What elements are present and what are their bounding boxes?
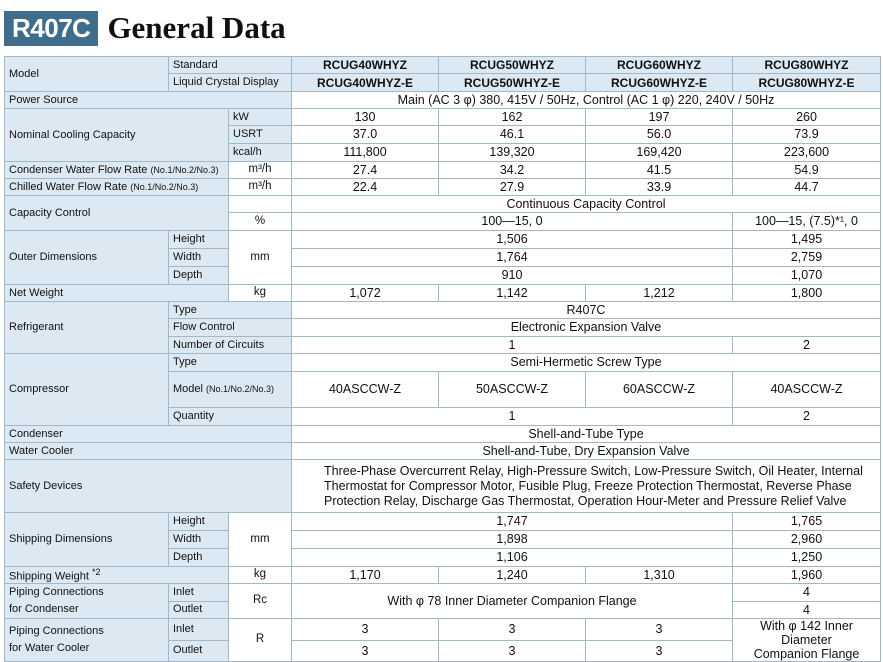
- value-cell: 1,747: [292, 513, 733, 531]
- row-label: Refrigerant: [5, 302, 169, 354]
- row-label: Water Cooler: [5, 443, 292, 460]
- value-cell: 33.9: [586, 179, 733, 196]
- value-cell: 223,600: [733, 144, 881, 162]
- unit-label: USRT: [229, 126, 292, 144]
- row-label: [5, 619, 169, 662]
- value-cell: 1,250: [733, 549, 881, 567]
- row-label-text: Chilled Water Flow Rate: [9, 180, 128, 193]
- row-label-note: (No.1/No.2/No.3): [150, 164, 219, 175]
- value-cell: 40ASCCW-Z: [733, 372, 881, 408]
- page-title: General Data: [107, 10, 286, 45]
- row-label: Power Source: [5, 92, 292, 109]
- sub-label: Number of Circuits: [169, 337, 292, 354]
- row-label: Nominal Cooling Capacity: [5, 109, 229, 162]
- capacity-control-row: [5, 196, 881, 213]
- value-cell: 1,765: [733, 513, 881, 531]
- value-cell: 1,800: [733, 285, 881, 302]
- value-cell: 1,170: [292, 567, 439, 584]
- unit-label: R: [229, 619, 292, 662]
- sub-label: Depth: [169, 549, 229, 567]
- unit-label: %: [229, 213, 292, 231]
- row-label-text: for Condenser: [9, 603, 79, 615]
- model-header: RCUG80WHYZ-E: [733, 74, 881, 92]
- sub-label: Width: [169, 531, 229, 549]
- sub-label: Quantity: [169, 408, 292, 426]
- sub-label: Height: [169, 231, 229, 249]
- shipping-weight-row: [5, 567, 881, 584]
- value-cell: 1,506: [292, 231, 733, 249]
- blank-cell: [229, 196, 292, 213]
- value-cell: 910: [292, 267, 733, 285]
- row-label: Condenser: [5, 426, 292, 443]
- condenser-value: Shell-and-Tube Type: [292, 426, 881, 443]
- row-label: Capacity Control: [5, 196, 229, 231]
- water-cooler-value: Shell-and-Tube, Dry Expansion Valve: [292, 443, 881, 460]
- value-cell: 56.0: [586, 126, 733, 144]
- row-label-text: for Water Cooler: [9, 642, 90, 654]
- value-cell: 1,106: [292, 549, 733, 567]
- value-cell: 2,960: [733, 531, 881, 549]
- value-cell: 197: [586, 109, 733, 126]
- value-cell: 3: [292, 640, 439, 662]
- model-header: RCUG80WHYZ: [733, 57, 881, 74]
- value-cell: 2: [733, 408, 881, 426]
- unit-label: kW: [229, 109, 292, 126]
- value-cell: 3: [439, 640, 586, 662]
- value-cell: 3: [292, 619, 439, 641]
- value-cell: 1,212: [586, 285, 733, 302]
- value-cell: 27.9: [439, 179, 586, 196]
- value-cell: 37.0: [292, 126, 439, 144]
- value-cell: 100—15, (7.5)*¹, 0: [733, 213, 881, 231]
- model-standard-row: [5, 57, 881, 74]
- value-cell: 1: [292, 408, 733, 426]
- sub-label: [169, 372, 292, 408]
- row-label: Net Weight: [5, 285, 229, 302]
- flange-text: Companion Flange: [753, 647, 860, 661]
- net-weight-row: [5, 285, 881, 302]
- outer-dimensions-row: [5, 231, 881, 249]
- unit-label: mm: [229, 231, 292, 285]
- value-cell: 40ASCCW-Z: [292, 372, 439, 408]
- row-label-text: Piping Connections: [9, 586, 104, 598]
- unit-label: m³/h: [229, 162, 292, 179]
- row-label: [5, 567, 229, 584]
- value-cell: 60ASCCW-Z: [586, 372, 733, 408]
- value-cell: 111,800: [292, 144, 439, 162]
- shipping-dimensions-row: [5, 513, 881, 531]
- refrigerant-badge: R407C: [4, 11, 98, 46]
- row-label: [5, 179, 229, 196]
- lcd-label: Liquid Crystal Display: [169, 74, 292, 92]
- value-cell: 1,960: [733, 567, 881, 584]
- unit-label: m³/h: [229, 179, 292, 196]
- row-label: Outer Dimensions: [5, 231, 169, 285]
- value-cell: 139,320: [439, 144, 586, 162]
- value-cell: 260: [733, 109, 881, 126]
- value-cell: 27.4: [292, 162, 439, 179]
- sub-label-text: Model: [173, 383, 203, 395]
- row-label: Safety Devices: [5, 460, 292, 513]
- value-cell: 2: [733, 337, 881, 354]
- value-cell: 1,898: [292, 531, 733, 549]
- compressor-type-value: Semi-Hermetic Screw Type: [292, 354, 881, 372]
- value-cell: 54.9: [733, 162, 881, 179]
- value-cell: 41.5: [586, 162, 733, 179]
- capacity-control-type: Continuous Capacity Control: [292, 196, 881, 213]
- value-cell: 34.2: [439, 162, 586, 179]
- sub-label: Type: [169, 302, 292, 319]
- value-cell: 3: [586, 619, 733, 641]
- sub-label: Width: [169, 249, 229, 267]
- value-cell: 1,495: [733, 231, 881, 249]
- condenser-row: [5, 426, 881, 443]
- flow-control-value: Electronic Expansion Valve: [292, 319, 881, 337]
- row-label: [5, 162, 229, 179]
- sub-label: Inlet: [169, 619, 229, 641]
- model-header: RCUG60WHYZ-E: [586, 74, 733, 92]
- row-label-note: (No.1/No.2/No.3): [130, 181, 199, 192]
- water-cooler-row: [5, 443, 881, 460]
- value-cell: 1,764: [292, 249, 733, 267]
- value-cell: 3: [586, 640, 733, 662]
- piping-water-row: [5, 619, 881, 641]
- power-source-value: Main (AC 3 φ) 380, 415V / 50Hz, Control (AC 1 φ) 220, 240V / 50Hz: [292, 92, 881, 109]
- power-source-row: [5, 92, 881, 109]
- general-data-table: [4, 56, 881, 662]
- cooling-capacity-row: [5, 109, 881, 126]
- sub-label: Height: [169, 513, 229, 531]
- model-header: RCUG50WHYZ-E: [439, 74, 586, 92]
- model-label: Model: [5, 57, 169, 92]
- sub-label-note: (No.1/No.2/No.3): [206, 384, 275, 394]
- value-cell: 130: [292, 109, 439, 126]
- sub-label: Depth: [169, 267, 229, 285]
- row-label-text: Shipping Weight: [9, 570, 89, 583]
- sub-label: Outlet: [169, 601, 229, 619]
- model-header: RCUG50WHYZ: [439, 57, 586, 74]
- value-cell: 50ASCCW-Z: [439, 372, 586, 408]
- row-label-text: Piping Connections: [9, 625, 104, 637]
- value-cell: 169,420: [586, 144, 733, 162]
- value-cell: 3: [439, 619, 586, 641]
- value-cell: 44.7: [733, 179, 881, 196]
- flange-text: With φ 142 Inner Diameter: [760, 619, 853, 647]
- page-header: [4, 10, 286, 46]
- row-label: Shipping Dimensions: [5, 513, 169, 567]
- value-cell: 73.9: [733, 126, 881, 144]
- compressor-row: [5, 354, 881, 372]
- value-cell: 22.4: [292, 179, 439, 196]
- value-cell: 1,072: [292, 285, 439, 302]
- unit-label: kg: [229, 285, 292, 302]
- unit-label: mm: [229, 513, 292, 567]
- value-cell: 162: [439, 109, 586, 126]
- unit-label: kcal/h: [229, 144, 292, 162]
- unit-label: kg: [229, 567, 292, 584]
- sub-label: Inlet: [169, 584, 229, 602]
- safety-devices-value: Three-Phase Overcurrent Relay, High-Pressure Switch, Low-Pressure Switch, Oil Heater, Internal Thermostat for Compressor Motor, Fusible Plug, Freeze Protection Thermostat, Reverse Phase Protection Relay, Discharge Gas Thermostat, Operation Hour-Meter and Pressure Relief Valve: [292, 460, 881, 513]
- row-label-text: Condenser Water Flow Rate: [9, 163, 148, 176]
- value-cell: 2,759: [733, 249, 881, 267]
- row-label: Compressor: [5, 354, 169, 426]
- value-cell: With φ 78 Inner Diameter Companion Flange: [292, 584, 733, 619]
- value-cell: 1,240: [439, 567, 586, 584]
- chilled-flow-row: [5, 179, 881, 196]
- condenser-flow-row: [5, 162, 881, 179]
- refrigerant-row: [5, 302, 881, 319]
- sub-label: Type: [169, 354, 292, 372]
- value-cell: 4: [733, 584, 881, 602]
- model-header: RCUG40WHYZ: [292, 57, 439, 74]
- value-cell: 100—15, 0: [292, 213, 733, 231]
- sub-label: Flow Control: [169, 319, 292, 337]
- sub-label: Outlet: [169, 640, 229, 662]
- value-cell: 1: [292, 337, 733, 354]
- value-cell: 1,070: [733, 267, 881, 285]
- row-label: [5, 584, 169, 619]
- value-cell: 1,310: [586, 567, 733, 584]
- standard-label: Standard: [169, 57, 292, 74]
- refrigerant-type-value: R407C: [292, 302, 881, 319]
- model-header: RCUG60WHYZ: [586, 57, 733, 74]
- unit-label: Rc: [229, 584, 292, 619]
- model-header: RCUG40WHYZ-E: [292, 74, 439, 92]
- value-cell: 4: [733, 601, 881, 619]
- footnote-mark: *2: [91, 566, 101, 577]
- value-cell: [733, 619, 881, 662]
- value-cell: 46.1: [439, 126, 586, 144]
- value-cell: 1,142: [439, 285, 586, 302]
- piping-condenser-row: [5, 584, 881, 602]
- safety-devices-row: [5, 460, 881, 513]
